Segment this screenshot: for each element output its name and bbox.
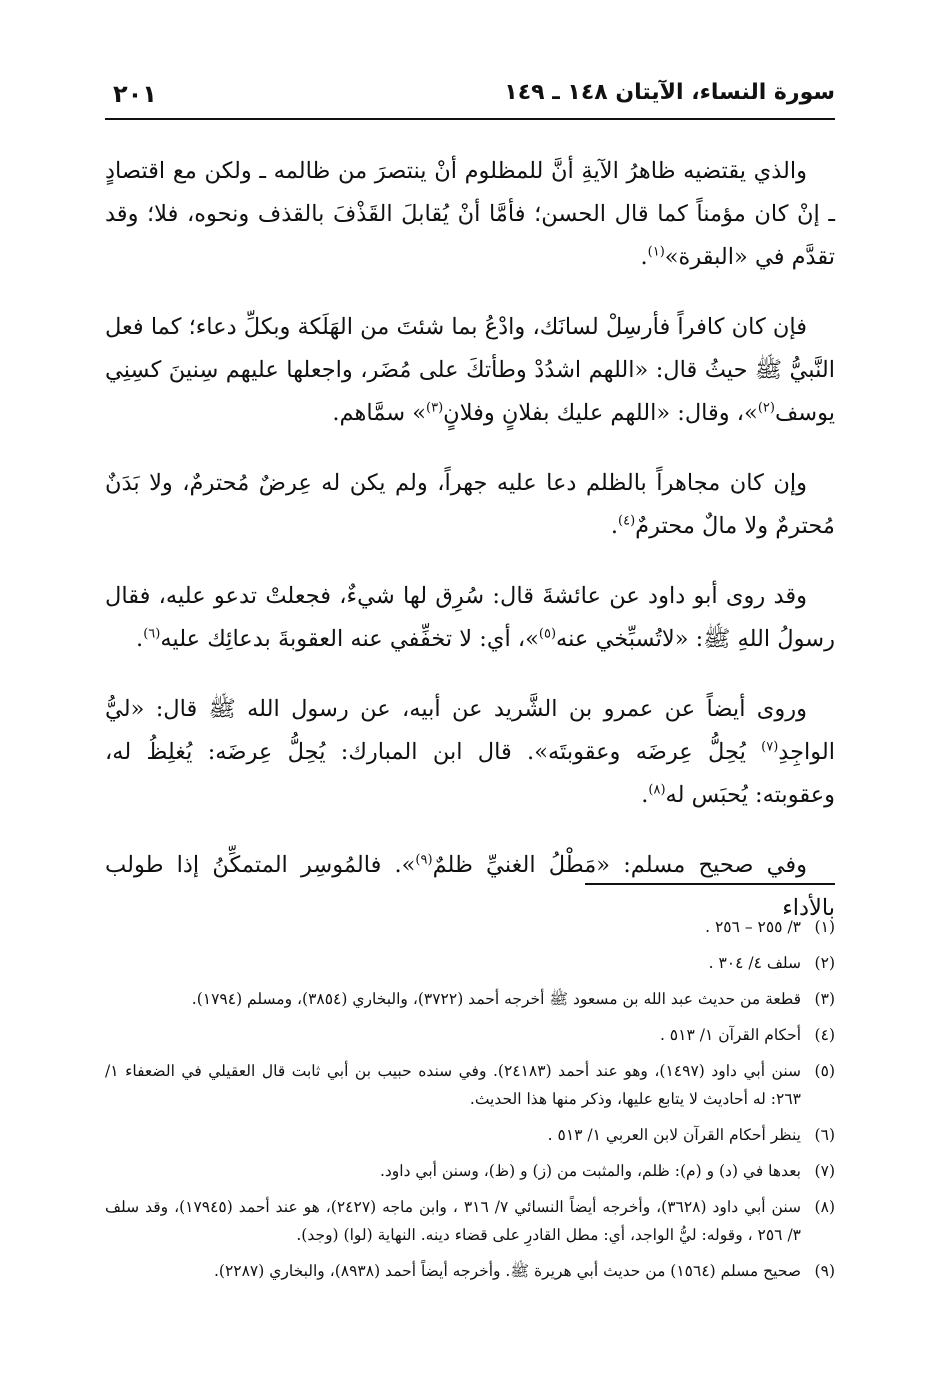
header-title: سورة النساء، الآيتان ١٤٨ ـ ١٤٩ (504, 80, 835, 105)
footnote-ref: (٥) (538, 626, 557, 642)
footnote-number: (٣) (814, 990, 835, 1008)
footnote-ref: (٤) (618, 513, 636, 529)
footnote-number: (٩) (814, 1262, 835, 1280)
footnote-number: (٧) (814, 1162, 835, 1180)
paragraph-text: . (136, 626, 144, 652)
footnote-number: (٥) (814, 1062, 835, 1080)
footnote (105, 1257, 835, 1285)
footnote-ref: (٩) (415, 852, 433, 868)
footnote-text: ينظر أحكام القرآن لابن العربي ١/ ٥١٣ . (547, 1126, 801, 1144)
page-number: ٢٠١ (113, 80, 157, 108)
footnote-number: (٤) (814, 1026, 835, 1044)
footnote (105, 985, 835, 1013)
footnote-ref: (١) (647, 244, 665, 260)
paragraph-text: وإن كان مجاهراً بالظلم دعا عليه جهراً، ولم يكن له عِرضٌ مُحترمٌ، ولا بَدَنٌ مُحترمٌ ولا مالٌ محترمٌ (105, 470, 835, 539)
footnote (105, 1157, 835, 1185)
paragraph-text: وروى أيضاً عن عمرو بن الشَّريد عن أبيه، عن رسول الله ﷺ قال: «ليُّ الواجِدِ (105, 696, 835, 765)
footnote (105, 949, 835, 977)
main-text (105, 150, 835, 957)
paragraph-text: . (610, 513, 619, 539)
footnote-text: صحيح مسلم (١٥٦٤) من حديث أبي هريرة ﷺ. وأخرجه أيضاً أحمد (٨٩٣٨)، والبخاري (٢٢٨٧). (213, 1262, 801, 1280)
paragraph (105, 306, 835, 435)
paragraph-text: يُحِلُّ عِرضَه وعقوبتَه». قال ابن المبارك: يُحِلُّ عِرضَه: يُغلِظُ له، وعقوبته: يُحبَس له (105, 739, 835, 808)
footnote-number: (٢) (814, 954, 835, 972)
footnote-number: (١) (814, 918, 835, 936)
footnote-text: ٣/ ٢٥٥ – ٢٥٦ . (705, 918, 801, 936)
paragraph-text: »، وقال: «اللهم عليك بفلانٍ وفلانٍ (443, 400, 758, 426)
footnote-ref: (٧) (761, 739, 779, 755)
paragraph (105, 150, 835, 279)
footnote-text: سلف ٤/ ٣٠٤ . (708, 954, 801, 972)
paragraph-text: . (641, 782, 649, 808)
paragraph-text: فإن كان كافراً فأرسِلْ لسانَك، وادْعُ بما شئتَ من الهَلَكة وبكلِّ دعاء؛ كما فعل النَّبيُّ ﷺ حيثُ قال: «اللهم اشدُدْ وطأتكَ على مُضَر، واجعلها عليهم سِنينَ كسِنِي يوسف (105, 314, 835, 426)
footnotes (105, 913, 835, 1293)
footnote-text: قطعة من حديث عبد الله بن مسعود ﷺ أخرجه أحمد (٣٧٢٢)، والبخاري (٣٨٥٤)، ومسلم (١٧٩٤). (191, 990, 801, 1008)
paragraph-text: وفي صحيح مسلم: «مَطْلُ الغنيِّ ظلمٌ (432, 852, 807, 878)
paragraph-text: ». فالمُوسِر المتمكِّنُ إذا طولب بالأداء (105, 852, 835, 921)
footnote-number: (٨) (814, 1198, 835, 1216)
paragraph (105, 688, 835, 817)
footnote (105, 1121, 835, 1149)
footnote (105, 1193, 835, 1249)
paragraph-text: وقد روى أبو داود عن عائشةَ قال: سُرِق لها شيءٌ، فجعلتْ تدعو عليه، فقال رسولُ اللهِ ﷺ: «لاتُسبِّخي عنه (105, 583, 835, 652)
footnote (105, 913, 835, 941)
footnote-text: أحكام القرآن ١/ ٥١٣ . (659, 1026, 801, 1044)
footnote-ref: (٢) (757, 400, 775, 416)
footnote (105, 1021, 835, 1049)
paragraph-text: »، أي: لا تخفِّفي عنه العقوبةَ بدعائِك عليه (160, 626, 539, 652)
footnote-ref: (٣) (426, 400, 444, 416)
footnote-text: سنن أبي داود (٣٦٢٨)، وأخرجه أيضاً النسائي ٧/ ٣١٦ ، وابن ماجه (٢٤٢٧)، هو عند أحمد (١٧٩٤٥)، وقد سلف ٣/ ٢٥٦ ، وقوله: ليُّ الواجد، أي: مطل القادرِ على قضاء دينه. النهاية (لوا) (وجد). (105, 1198, 801, 1244)
paragraph-text: » سمَّاهم. (332, 400, 427, 426)
paragraph-text: . (640, 244, 648, 270)
footnote-ref: (٨) (648, 782, 666, 798)
running-header (105, 78, 835, 120)
footnote (105, 1057, 835, 1113)
footnote-text: سنن أبي داود (١٤٩٧)، وهو عند أحمد (٢٤١٨٣). وفي سنده حبيب بن أبي ثابت قال العقيلي في الضعفاء ١/ ٢٦٣: له أحاديث لا يتابع عليها، وذكر منها هذا الحديث. (105, 1062, 801, 1108)
footnote-number: (٦) (814, 1126, 835, 1144)
footnote-ref: (٦) (143, 626, 161, 642)
paragraph (105, 462, 835, 548)
footnote-separator (585, 883, 835, 885)
paragraph-text: والذي يقتضيه ظاهرُ الآيةِ أنَّ للمظلوم أنْ ينتصرَ من ظالمه ـ ولكن مع اقتصادٍ ـ إنْ كان مؤمناً كما قال الحسن؛ فأمَّا أنْ يُقابلَ القَذْفَ بالقذف ونحوه، فلا؛ وقد تقدَّم في «البقرة» (105, 158, 835, 270)
footnote-text: بعدها في (د) و (م): ظلم، والمثبت من (ز) و (ظ)، وسنن أبي داود. (379, 1162, 801, 1180)
paragraph (105, 575, 835, 661)
